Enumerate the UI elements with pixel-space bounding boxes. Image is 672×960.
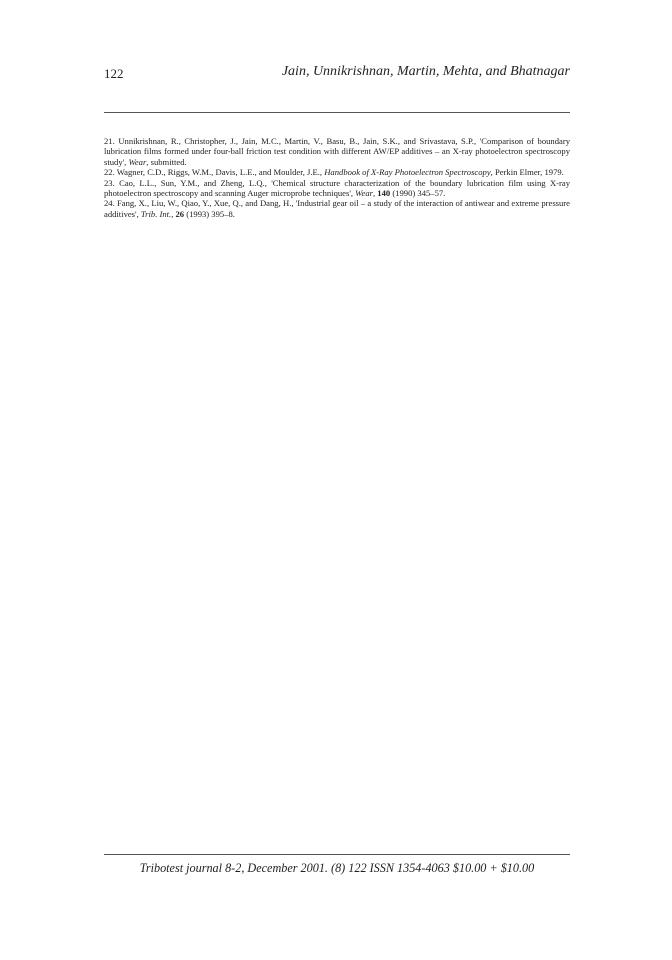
page-number: 122 xyxy=(104,66,124,81)
journal-title: Wear xyxy=(128,156,147,167)
reference-21: 21. Unnikrishnan, R., Christopher, J., Jain, M.C., Martin, V., Basu, B., Jain, S.K., and Srivastava, S.P., 'Comparison of boundary lubrication films formed under four-ball friction test condition with different AW/EP additives – an X-ray photoelectron spectroscopy study', Wear, submitted. xyxy=(104,136,570,167)
reference-22: 22. Wagner, C.D., Riggs, W.M., Davis, L.E., and Moulder, J.E., Handbook of X-Ray Photoelectron Spectroscopy, Perkin Elmer, 1979. xyxy=(104,167,564,178)
reference-23: 23. Cao, L.L., Sun, Y.M., and Zheng, L.Q., 'Chemical structure characterization of the boundary lubrication film using X-ray photoelectron spectroscopy and scanning Auger microprobe techniques', Wear, 140 (1990) 345–57. xyxy=(104,177,570,199)
journal-title: Trib. Int. xyxy=(140,208,172,219)
header-rule xyxy=(104,112,570,113)
running-head: Jain, Unnikrishnan, Martin, Mehta, and Bhatnagar xyxy=(281,64,570,79)
volume-number: 140 xyxy=(377,188,391,199)
footer-rule xyxy=(104,854,570,855)
journal-title: Wear xyxy=(355,188,373,199)
reference-list xyxy=(104,136,570,219)
reference-24: 24. Fang, X., Liu, W., Qiao, Y., Xue, Q., and Dang, H., 'Industrial gear oil – a study of the interaction of antiwear and extreme pressure additives', Trib. Int., 26 (1993) 395–8. xyxy=(104,198,570,219)
journal-footer: Tribotest journal 8-2, December 2001. (8) 122 ISSN 1354-4063 $10.00 + $10.00 xyxy=(139,861,535,875)
volume-number: 26 xyxy=(175,208,185,219)
book-title: Handbook of X-Ray Photoelectron Spectroscopy xyxy=(324,167,491,178)
